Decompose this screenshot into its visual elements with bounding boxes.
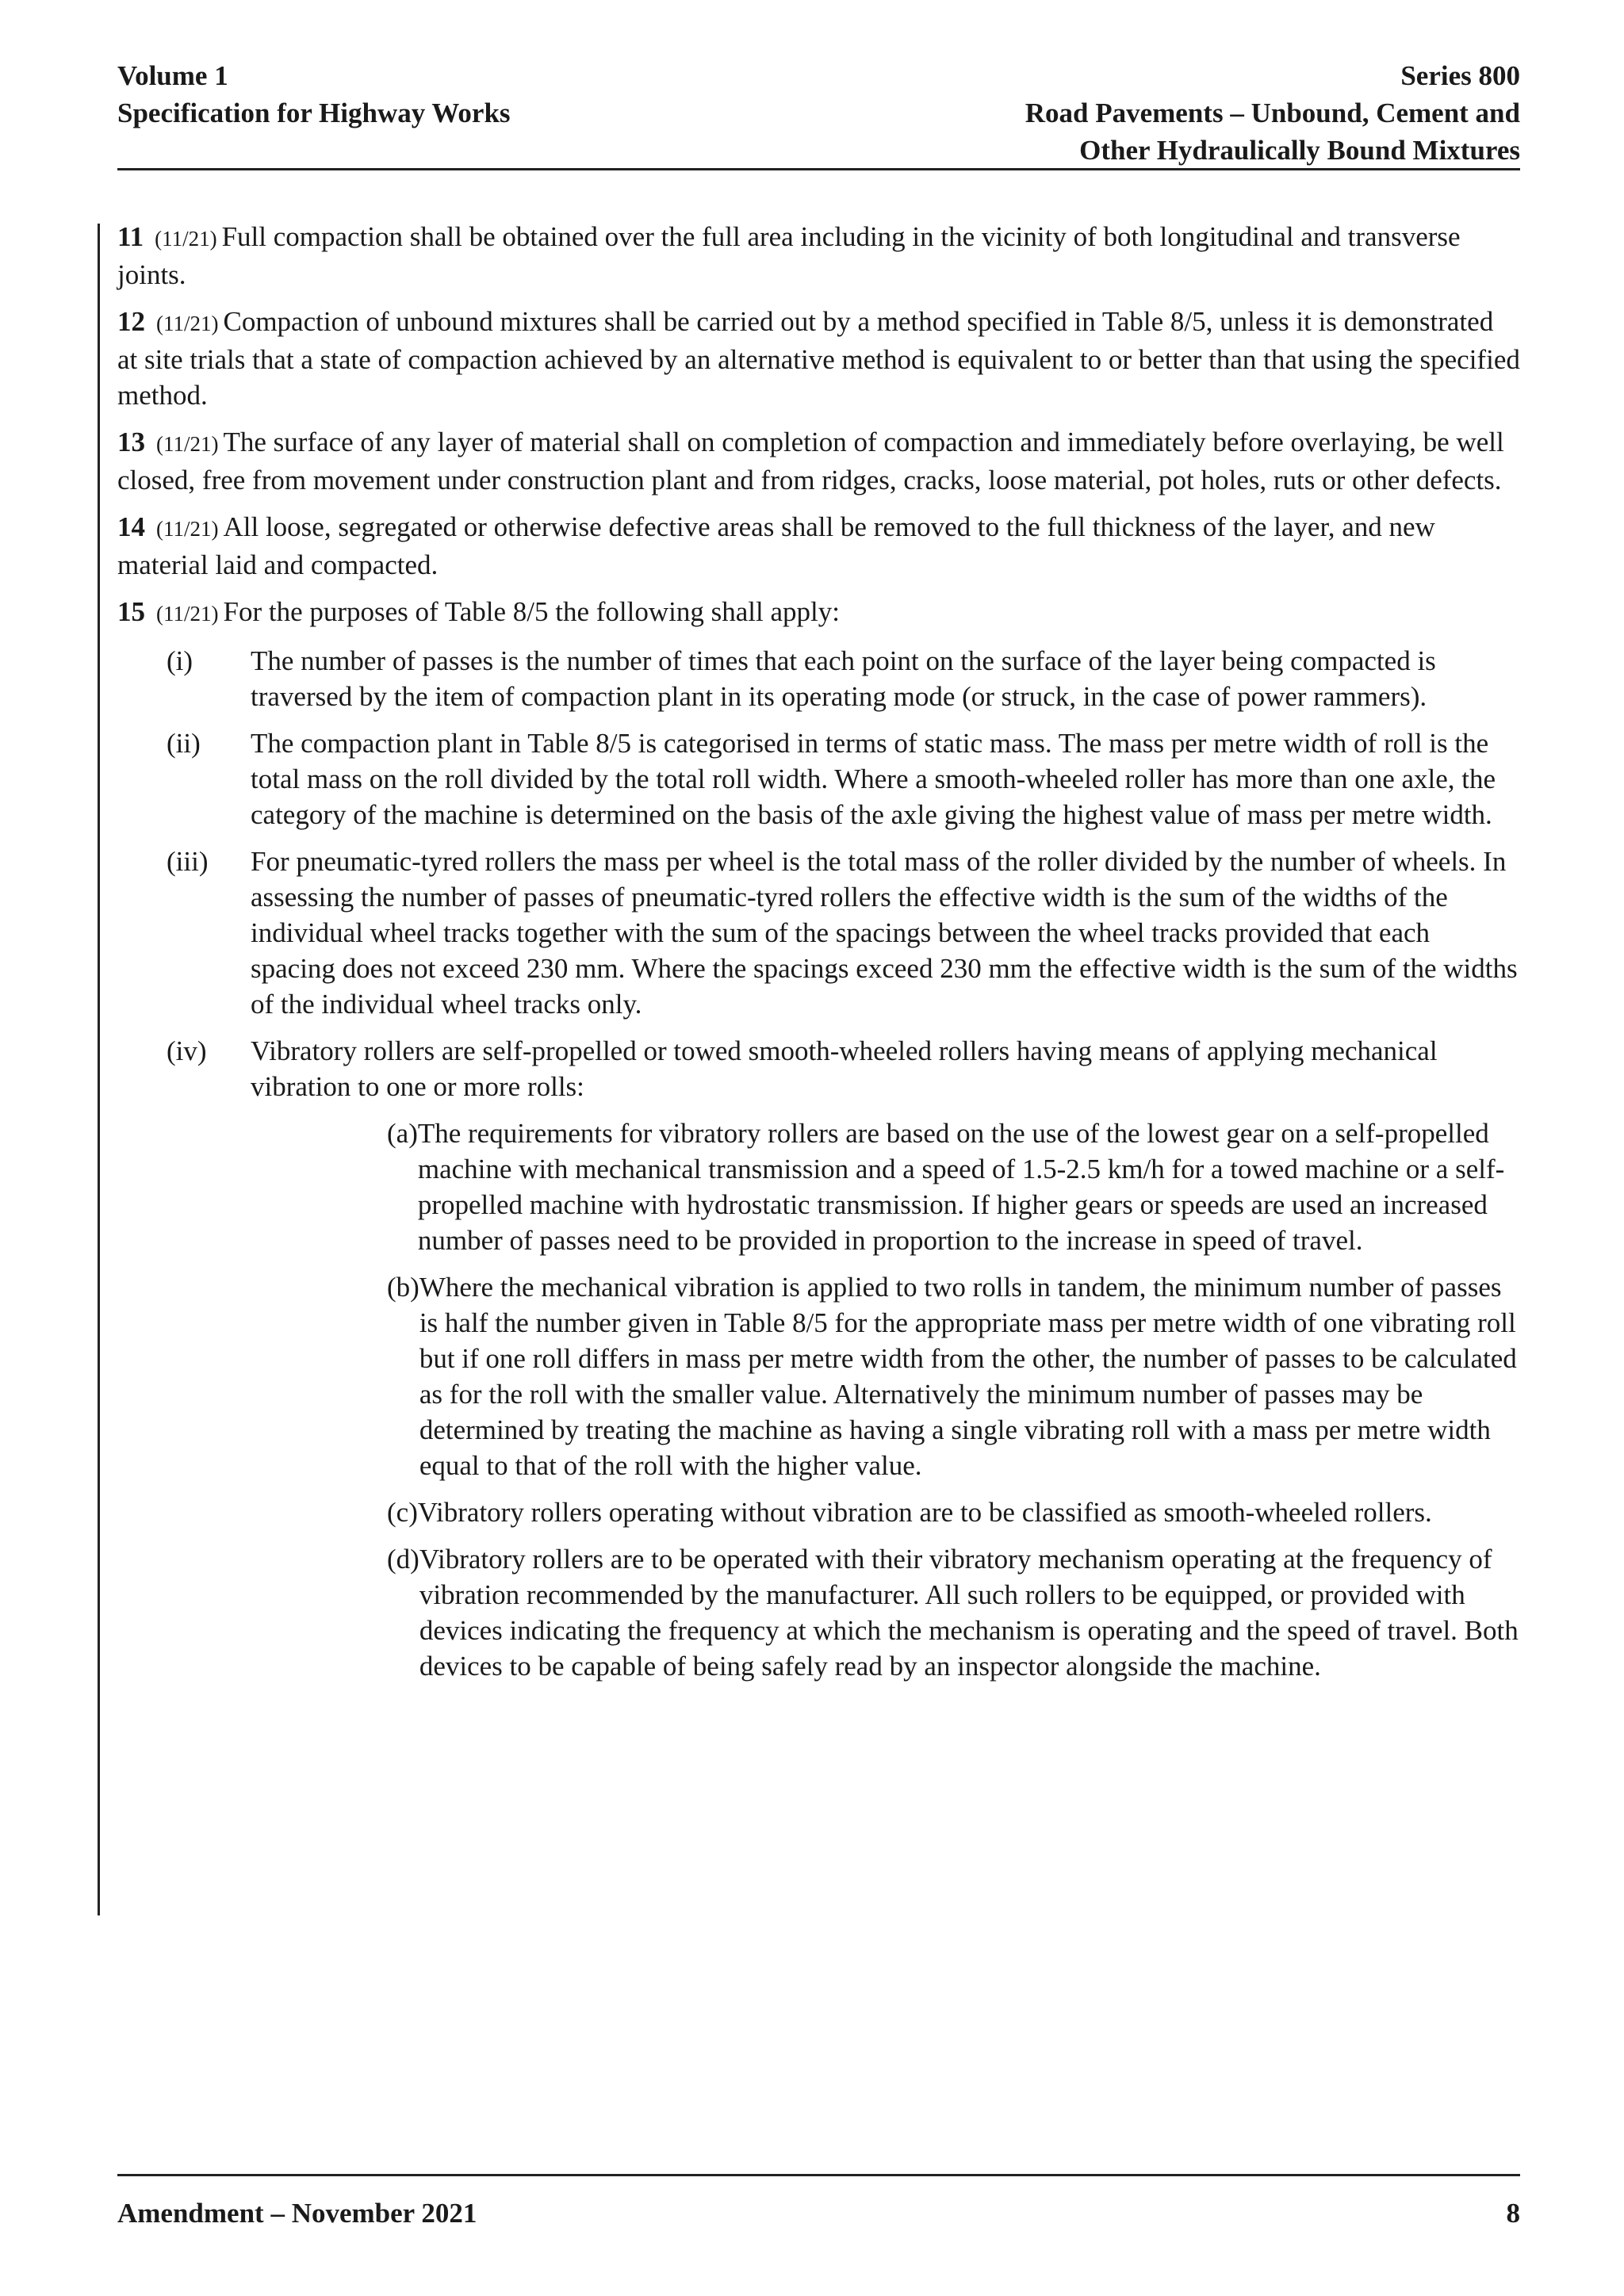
clause-number: 14 xyxy=(117,511,145,542)
series-title-line-1: Road Pavements – Unbound, Cement and xyxy=(1025,98,1520,128)
list-item-text: The compaction plant in Table 8/5 is categorised in terms of static mass. The mass per metre width of roll is the total mass on the roll divided by the total roll width. Where a smooth-wheeled roller has more than one axle, the category of the machine is determined on the basis of the axle giving the highest value of mass per metre width. xyxy=(251,728,1496,830)
sub-item-text: The requirements for vibratory rollers are based on the use of the lowest gear on a self-propelled machine with mechanical transmission and a speed of 1.5-2.5 km/h for a towed machine or a self-propelled machine with hydrostatic transmission. If higher gears or speeds are used an increased number of passes need to be provided in proportion to the increase in speed of travel. xyxy=(417,1118,1505,1256)
footer-rule xyxy=(117,2174,1520,2176)
sub-item-label: (c) xyxy=(387,1497,418,1528)
series-title-line-2: Other Hydraulically Bound Mixtures xyxy=(1079,135,1520,166)
list-item-text: For pneumatic-tyred rollers the mass per wheel is the total mass of the roller divided by the number of wheels. In assessing the number of passes of pneumatic-tyred rollers the effective width is the sum of the widths of the individual wheel tracks together with the sum of the spacings between the wheel tracks provided that each spacing does not exceed 230 mm. Where the spacings exceed 230 mm the effective width is the sum of the widths of the individual wheel tracks only. xyxy=(251,846,1518,1020)
list-item-label: (ii) xyxy=(167,728,201,759)
clause-13 xyxy=(117,424,1520,498)
sub-item-c xyxy=(117,1494,1520,1530)
amendment-date: Amendment – November 2021 xyxy=(117,2198,477,2229)
list-item-iv xyxy=(117,1033,1520,1104)
volume-label: Volume 1 xyxy=(117,60,228,91)
header-left xyxy=(117,57,511,132)
clause-text: The surface of any layer of material shall on completion of compaction and immediately before overlaying, be well closed, free from movement under construction plant and from ridges, cracks, loose material, pot holes, ruts or other defects. xyxy=(117,427,1504,496)
clause-date: (11/21) xyxy=(156,517,219,541)
sub-item-b xyxy=(117,1269,1520,1483)
clause-date: (11/21) xyxy=(156,312,219,335)
list-item-label: (iv) xyxy=(167,1035,207,1066)
clause-12 xyxy=(117,304,1520,413)
list-item-text: The number of passes is the number of times that each point on the surface of the layer being compacted is traversed by the item of compaction plant in its operating mode (or struck, in the case of power rammers). xyxy=(251,645,1436,712)
clause-number: 11 xyxy=(117,221,144,252)
clause-number: 12 xyxy=(117,306,145,337)
sub-item-text: Vibratory rollers operating without vibration are to be classified as smooth-wheeled rollers. xyxy=(417,1497,1432,1528)
clause-text: For the purposes of Table 8/5 the following shall apply: xyxy=(223,596,840,627)
clause-15 xyxy=(117,594,1520,632)
clause-date: (11/21) xyxy=(156,432,219,456)
header-right xyxy=(1025,57,1520,169)
clause-text: All loose, segregated or otherwise defective areas shall be removed to the full thickness of the layer, and new material laid and compacted. xyxy=(117,511,1435,580)
sub-item-label: (d) xyxy=(387,1544,419,1575)
list-item-i xyxy=(117,643,1520,714)
clause-14 xyxy=(117,509,1520,583)
page-number: 8 xyxy=(1506,2198,1520,2229)
sub-item-text: Vibratory rollers are to be operated with their vibratory mechanism operating at the frequency of vibration recommended by the manufacturer. All such rollers to be equipped, or provided with devices indicating the frequency at which the mechanism is operating and the speed of travel. Both devices to be capable of being safely read by an inspector alongside the machine. xyxy=(419,1544,1519,1682)
sub-item-label: (b) xyxy=(387,1272,419,1303)
document-title: Specification for Highway Works xyxy=(117,98,511,128)
clause-text: Full compaction shall be obtained over the full area including in the vicinity of both longitudinal and transverse joints. xyxy=(117,221,1461,290)
page-body xyxy=(117,219,1520,1695)
clause-11 xyxy=(117,219,1520,293)
clause-number: 15 xyxy=(117,596,145,627)
clause-text: Compaction of unbound mixtures shall be carried out by a method specified in Table 8/5, unless it is demonstrated at site trials that a state of compaction achieved by an alternative method is equivalent to or better than that using the specified method. xyxy=(117,306,1520,411)
list-item-label: (iii) xyxy=(167,846,209,877)
list-item-ii xyxy=(117,725,1520,832)
clause-number: 13 xyxy=(117,427,145,457)
sub-item-label: (a) xyxy=(387,1118,418,1149)
amendment-change-bar xyxy=(98,224,100,1915)
clause-date: (11/21) xyxy=(155,227,217,251)
series-label: Series 800 xyxy=(1400,60,1520,91)
list-item-iii xyxy=(117,844,1520,1022)
sub-item-text: Where the mechanical vibration is applied to two rolls in tandem, the minimum number of passes is half the number given in Table 8/5 for the appropriate mass per metre width of one vibrating roll but if one roll differs in mass per metre width from the other, the number of passes to be calculated as for the roll with the smaller value. Alternatively the minimum number of passes may be determined by treating the machine as having a single vibrating roll with a mass per metre width equal to that of the roll with the higher value. xyxy=(419,1272,1517,1481)
sub-item-d xyxy=(117,1541,1520,1684)
clause-date: (11/21) xyxy=(156,602,219,626)
header-rule xyxy=(117,168,1520,170)
sub-item-a xyxy=(117,1115,1520,1258)
list-item-text: Vibratory rollers are self-propelled or towed smooth-wheeled rollers having means of applying mechanical vibration to one or more rolls: xyxy=(251,1035,1438,1102)
list-item-label: (i) xyxy=(167,645,193,676)
